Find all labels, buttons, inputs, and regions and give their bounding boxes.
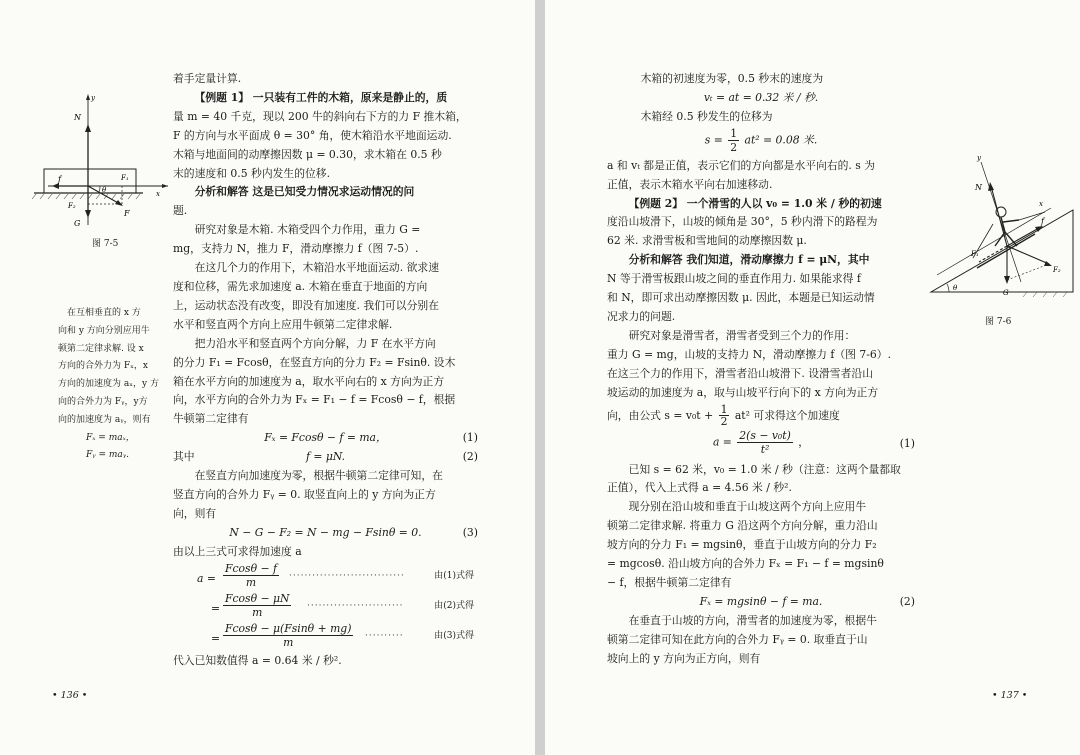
- text-line: 水平和竖直两个方向上应用牛顿第二定律求解.: [173, 317, 393, 331]
- fig76-label-x: x: [1039, 200, 1043, 208]
- equation-displacement: [607, 127, 915, 157]
- left-text-column: [173, 70, 478, 670]
- figure-7-5-caption: 图 7-5: [92, 239, 119, 249]
- equation-2: [173, 448, 478, 467]
- equation-number: (1): [462, 431, 478, 445]
- derivation-step-1: a = $\frac{Fcos\theta - f}{m}$ ······························ 由(1)式得: [197, 561, 474, 589]
- side-note-eq: Fₓ = maₓ，: [86, 432, 135, 443]
- text-line: 竖直方向的合外力 Fᵧ = 0. 取竖直向上的 y 方向为正方: [173, 487, 436, 501]
- fig75-label-y: y: [91, 94, 95, 102]
- text-line: 度沿山坡滑下，山坡的倾角是 30°，5 秒内滑下的路程为: [607, 215, 878, 229]
- text-fragment: at² 可求得这个加速度: [734, 408, 840, 422]
- text-line: 箱在水平方向的加速度为 a，取水平向右的 x 方向为正方: [173, 374, 445, 388]
- side-note-line: 向和 y 方向分别应用牛: [58, 325, 150, 336]
- equation-velocity: [607, 89, 915, 108]
- left-page: [0, 0, 535, 755]
- fraction-denominator: m: [252, 605, 263, 619]
- fraction-numerator: Fcosθ − μ(Fsinθ + mg): [225, 621, 352, 635]
- fraction-denominator: t²: [760, 442, 770, 456]
- text-fragment: 向，由公式 s = v₀t +: [607, 408, 714, 422]
- side-note-line: 方向的合外力为 Fₓ，x: [58, 361, 148, 372]
- text-line: 研究对象是木箱. 木箱受四个力作用，重力 G =: [194, 223, 421, 237]
- derivation-note: 由(2)式得: [434, 600, 474, 611]
- text-line: 62 米. 求滑雪板和雪地间的动摩擦因数 μ.: [607, 234, 807, 248]
- equation-displacement-suffix: at² = 0.08 米.: [744, 133, 818, 147]
- text-line: 木箱的初速度为零，0.5 秒末的速度为: [640, 72, 824, 85]
- fraction-numerator: 2(s − v₀t): [739, 428, 791, 442]
- side-note-line: 向的合外力为 Fᵧ，y方: [58, 396, 148, 407]
- fig75-label-G: G: [74, 219, 81, 228]
- page-number-left: • 136 •: [52, 690, 88, 701]
- side-note-line: 向的加速度为 aᵧ，则有: [58, 414, 151, 425]
- text-line: 向，水平方向的合外力为 Fₓ = F₁ − f = Fcosθ − f，根据: [173, 393, 456, 407]
- text-line: 木箱与地面间的动摩擦因数 μ = 0.30，求木箱在 0.5 秒: [173, 147, 442, 161]
- equation-1-body: Fₓ = Fcosθ − f = ma，: [264, 431, 387, 445]
- equation-number: (2): [462, 450, 478, 464]
- text-line: 着手定量计算.: [173, 72, 242, 85]
- text-line: 由以上三式可求得加速度 a: [173, 544, 302, 558]
- text-line: N 等于滑雪板跟山坡之间的垂直作用力. 如果能求得 f: [607, 272, 861, 286]
- fig75-label-F2: F₂: [68, 202, 76, 210]
- fraction-numerator: Fcosθ − f: [225, 561, 277, 575]
- figure-7-5: [28, 90, 168, 240]
- fig75-label-F: F: [124, 209, 130, 218]
- text-line: − f，根据牛顿第二定律有: [607, 575, 732, 589]
- text-line: 顿第二定律求解. 将重力 G 沿这两个方向分解，重力沿山: [607, 519, 878, 533]
- fig76-label-G: G: [1003, 289, 1009, 297]
- equation-displacement-prefix: s =: [704, 133, 723, 147]
- text-line: 坡运动的加速度为 a，取与山坡平行向下的 x 方向为正方: [607, 385, 879, 399]
- equation-2-right: [607, 593, 915, 612]
- fig76-label-F1: F₁: [971, 250, 979, 258]
- fraction-numerator: Fcosθ − μN: [225, 591, 290, 605]
- right-page: [545, 0, 1080, 755]
- derivation-step-3: = $\frac{Fcos\theta - \mu(Fsin\theta + mg)}{m}$ ·········· 由(3)式得: [211, 621, 474, 649]
- equation-2-right-body: Fₓ = mgsinθ − f = ma.: [699, 594, 823, 608]
- side-note-line: 方向的加速度为 aₓ，y 方: [58, 379, 159, 390]
- text-line: 正值，表示木箱水平向右加速移动.: [607, 177, 773, 191]
- fig75-label-N: N: [74, 113, 81, 122]
- text-line: 况求力的问题.: [607, 309, 676, 323]
- equation-acceleration-suffix: ，: [798, 435, 810, 448]
- fraction-denominator: m: [283, 635, 294, 649]
- text-line: 坡向上的 y 方向为正方向，则有: [607, 651, 761, 665]
- text-line: a 和 vₜ 都是正值，表示它们的方向都是水平向右的. s 为: [607, 158, 876, 172]
- text-line: 【例题 1】 一只装有工件的木箱，原来是静止的，质: [194, 90, 448, 104]
- text-line-with-fraction: [607, 403, 915, 429]
- fraction-numerator: 1: [720, 403, 728, 416]
- figure-7-6: [927, 150, 1077, 300]
- text-line: 末的速度和 0.5 秒内发生的位移.: [173, 166, 331, 180]
- fig76-label-theta: θ: [953, 284, 958, 292]
- equation-number: (1): [899, 436, 915, 450]
- figure-7-6-caption: 图 7-6: [985, 317, 1012, 327]
- side-note: [58, 305, 170, 465]
- side-note-line: 在互相垂直的 x 方: [67, 308, 141, 318]
- text-line: 在这几个力的作用下，木箱沿水平地面运动. 欲求速: [194, 261, 439, 275]
- fig75-label-x: x: [156, 190, 160, 198]
- fig75-label-F1: F₁: [121, 174, 129, 182]
- fig76-label-N: N: [975, 183, 982, 192]
- text-line: 坡方向的分力 F₁ = mgsinθ，垂直于山坡方向的分力 F₂: [607, 538, 877, 552]
- equation-acceleration: [607, 429, 915, 461]
- side-note-eq: Fᵧ = maᵧ.: [86, 450, 130, 461]
- text-line: 【例题 2】 一个滑雪的人以 v₀ = 1.0 米 / 秒的初速: [628, 196, 882, 210]
- equation-velocity-body: vₜ = at = 0.32 米 / 秒.: [703, 90, 819, 104]
- text-line: F 的方向与水平面成 θ = 30° 角，使木箱沿水平地面运动.: [173, 128, 452, 142]
- text-line: 正值），代入上式得 a = 4.56 米 / 秒².: [607, 481, 792, 495]
- equation-2-prefix: 其中: [173, 450, 195, 464]
- text-line: 题.: [173, 204, 188, 218]
- text-line: 上，运动状态没有改变，即没有加速度. 我们可以分别在: [173, 298, 439, 312]
- text-line: 已知 s = 62 米，v₀ = 1.0 米 / 秒（注意：这两个量都取: [628, 462, 901, 476]
- derivation-note: 由(3)式得: [434, 630, 474, 641]
- right-text-column: [607, 70, 915, 668]
- text-line: 度和位移，需先求加速度 a. 木箱在垂直于地面的方向: [173, 279, 428, 293]
- text-line: 量 m = 40 千克，现以 200 牛的斜向右下方的力 F 推木箱，: [173, 109, 467, 123]
- equation-number: (2): [899, 594, 915, 608]
- text-line: 在竖直方向加速度为零，根据牛顿第二定律可知，在: [194, 469, 443, 483]
- book-gutter: [535, 0, 545, 755]
- fig75-label-theta: θ: [102, 186, 107, 194]
- text-line: = mgcosθ. 沿山坡方向的合外力 Fₓ = F₁ − f = mgsinθ: [607, 557, 884, 571]
- fig75-label-f: f: [58, 175, 61, 184]
- text-line: 木箱经 0.5 秒发生的位移为: [640, 109, 773, 123]
- text-line: 牛顿第二定律有: [173, 412, 249, 426]
- text-line: 代入已知数值得 a = 0.64 米 / 秒².: [173, 653, 342, 667]
- fraction-denominator: m: [245, 575, 257, 589]
- fig76-label-F2: F₂: [1053, 266, 1061, 274]
- text-line: 和 N，即可求出动摩擦因数 μ. 因此，本题是已知运动情: [607, 291, 875, 305]
- equation-number: (3): [462, 525, 478, 539]
- derivation-step-2: = $\frac{Fcos\theta - \mu N}{m}$ ························· 由(2)式得: [211, 591, 474, 619]
- text-line: 研究对象是滑雪者，滑雪者受到三个力的作用：: [628, 328, 856, 342]
- text-line: 分析和解答 我们知道，滑动摩擦力 f = μN，其中: [628, 253, 870, 267]
- page-number-right: • 137 •: [992, 690, 1028, 701]
- text-line: 在垂直于山坡的方向，滑雪者的加速度为零，根据牛: [628, 613, 877, 627]
- text-line: 向，则有: [173, 506, 217, 520]
- text-line: 现分别在沿山坡和垂直于山坡这两个方向上应用牛: [628, 500, 867, 514]
- text-line: 分析和解答 这是已知受力情况求运动情况的问: [194, 185, 415, 199]
- text-line: 顿第二定律可知在此方向的合外力 Fᵧ = 0. 取垂直于山: [607, 632, 868, 646]
- equation-2-body: f = μN.: [305, 450, 346, 464]
- text-line: 重力 G = mg，山坡的支持力 N，滑动摩擦力 f（图 7-6）.: [607, 347, 892, 361]
- derivation-note: 由(1)式得: [434, 570, 474, 581]
- equation-1: [173, 429, 478, 448]
- fraction-denominator: 2: [730, 140, 738, 154]
- fig76-label-y: y: [977, 154, 981, 162]
- fig76-label-f: f: [1041, 217, 1044, 226]
- equation-3: [173, 524, 478, 543]
- text-line: 的分力 F₁ = Fcosθ，在竖直方向的分力 F₂ = Fsinθ. 设木: [173, 355, 456, 369]
- text-line: 在这三个力的作用下，滑雪者沿山坡滑下. 设滑雪者沿山: [607, 366, 873, 380]
- side-note-line: 顿第二定律求解. 设 x: [58, 343, 144, 354]
- text-line: mg，支持力 N，推力 F，滑动摩擦力 f（图 7-5）.: [173, 242, 419, 256]
- equation-acceleration-prefix: a =: [712, 435, 732, 448]
- equation-3-body: N − G − F₂ = N − mg − Fsinθ = 0.: [229, 525, 422, 539]
- fraction-numerator: 1: [730, 126, 738, 140]
- text-line: 把力沿水平和竖直两个方向分解，力 F 在水平方向: [194, 336, 436, 350]
- fraction-denominator: 2: [720, 415, 728, 428]
